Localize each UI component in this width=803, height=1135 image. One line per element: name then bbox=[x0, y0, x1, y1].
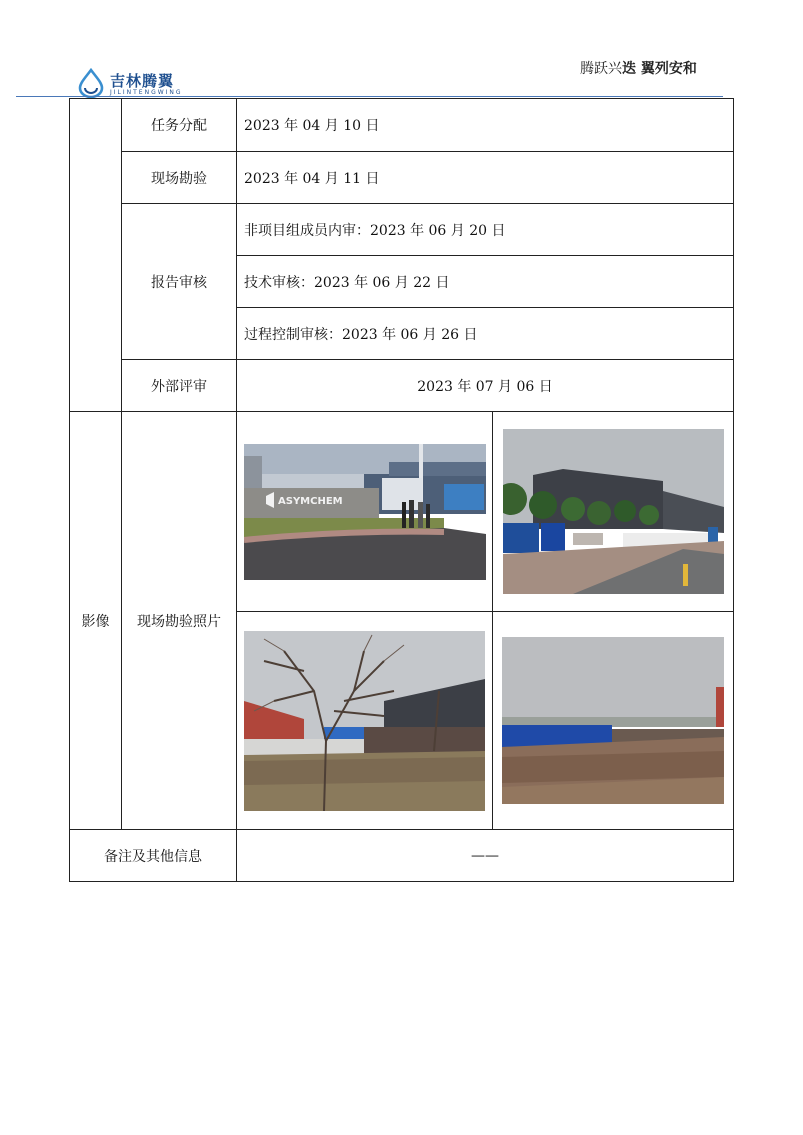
images-section-label: 影像 bbox=[70, 412, 122, 830]
site-survey-label: 现场勘验 bbox=[122, 152, 237, 204]
task-assign-date: 2023 年 04 月 10 日 bbox=[237, 99, 734, 152]
table-row bbox=[70, 204, 734, 256]
slogan-part1: 腾跃兴 bbox=[580, 61, 622, 77]
table-row bbox=[70, 152, 734, 204]
header-slogan bbox=[580, 58, 697, 78]
task-assign-label: 任务分配 bbox=[122, 99, 237, 152]
process-control-review-date: 过程控制审核：2023 年 06 月 26 日 bbox=[237, 308, 734, 360]
logo-drop-icon bbox=[76, 68, 106, 98]
photo-cell bbox=[493, 612, 734, 830]
slogan-part2: 迭 bbox=[622, 61, 636, 77]
site-photo-trees-fence[interactable] bbox=[244, 631, 485, 811]
external-review-label: 外部评审 bbox=[122, 360, 237, 412]
blank-section-cell bbox=[70, 99, 122, 412]
site-survey-date: 2023 年 04 月 11 日 bbox=[237, 152, 734, 204]
internal-review-date: 非项目组成员内审：2023 年 06 月 20 日 bbox=[237, 204, 734, 256]
technical-review-date: 技术审核：2023 年 06 月 22 日 bbox=[237, 256, 734, 308]
logo-english-text: JILINTENGWING bbox=[110, 89, 183, 96]
photo-cell bbox=[237, 412, 493, 612]
site-photo-factory-barrier[interactable] bbox=[503, 429, 724, 594]
notes-value: —— bbox=[237, 830, 734, 882]
table-row bbox=[70, 412, 734, 612]
logo-chinese-text: 吉林腾翼 bbox=[110, 72, 175, 90]
table-row bbox=[70, 830, 734, 882]
header-divider bbox=[16, 96, 723, 97]
report-review-label: 报告审核 bbox=[122, 204, 237, 360]
table-row bbox=[70, 99, 734, 152]
table-row bbox=[70, 360, 734, 412]
slogan-part3: 翼列安和 bbox=[636, 61, 697, 77]
notes-label: 备注及其他信息 bbox=[70, 830, 237, 882]
site-photo-vacant-land[interactable] bbox=[502, 637, 724, 804]
site-photos-label: 现场勘验照片 bbox=[122, 412, 237, 830]
sign-text: ASYMCHEM bbox=[277, 495, 343, 507]
site-photo-gate-sign[interactable] bbox=[244, 444, 486, 580]
external-review-date: 2023 年 07 月 06 日 bbox=[237, 360, 734, 412]
project-timeline-table bbox=[69, 98, 734, 882]
photo-cell bbox=[493, 412, 734, 612]
photo-cell bbox=[237, 612, 493, 830]
